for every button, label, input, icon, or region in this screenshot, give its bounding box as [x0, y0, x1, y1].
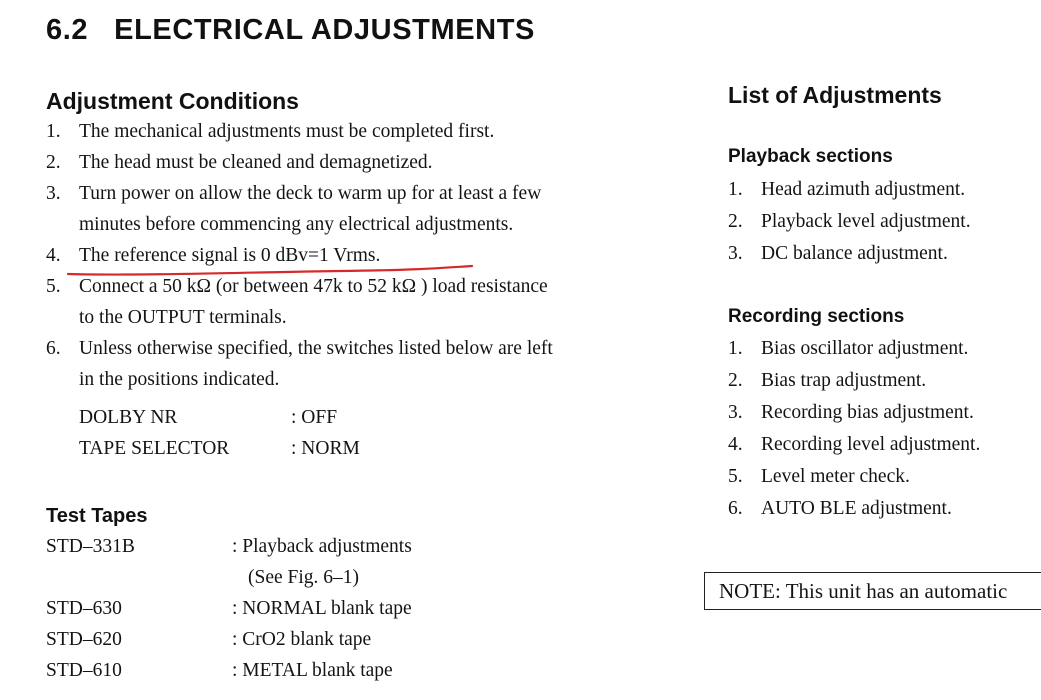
- condition-number: 1.: [46, 121, 61, 142]
- tape-name: STD–610: [46, 660, 122, 681]
- switch-row: [79, 402, 360, 433]
- condition-line: Turn power on allow the deck to warm up for at least a few: [79, 183, 542, 204]
- tape-name: STD–630: [46, 598, 122, 619]
- test-tapes-table: [46, 531, 412, 686]
- tape-description: : NORMAL blank tape: [232, 598, 412, 619]
- switch-name: DOLBY NR: [79, 407, 178, 428]
- condition-number: 4.: [46, 245, 61, 266]
- item-number: 3.: [728, 243, 743, 264]
- conditions-list: [46, 116, 553, 395]
- condition-item: [46, 333, 553, 395]
- item-text: AUTO BLE adjustment.: [761, 498, 952, 519]
- tape-name: STD–620: [46, 629, 122, 650]
- tape-description-note: (See Fig. 6–1): [248, 567, 360, 588]
- playback-item: [728, 174, 971, 206]
- condition-item: [46, 178, 553, 240]
- item-text: Bias oscillator adjustment.: [761, 338, 969, 359]
- recording-item: [728, 397, 980, 429]
- note-box: [704, 572, 1041, 610]
- playback-sections-heading: Playback sections: [728, 146, 893, 167]
- playback-item: [728, 206, 971, 238]
- recording-item: [728, 461, 980, 493]
- note-text: NOTE: This unit has an automatic: [719, 579, 1008, 603]
- item-text: Level meter check.: [761, 466, 910, 487]
- recording-item: [728, 493, 980, 525]
- test-tapes-heading: Test Tapes: [46, 505, 148, 527]
- tape-row: [46, 593, 412, 624]
- item-number: 3.: [728, 402, 743, 423]
- tape-description: : Playback adjustments: [232, 536, 412, 557]
- switch-name: TAPE SELECTOR: [79, 438, 230, 459]
- playback-item: [728, 238, 971, 270]
- item-number: 1.: [728, 338, 743, 359]
- tape-name: STD–331B: [46, 536, 135, 557]
- condition-line: in the positions indicated.: [79, 369, 280, 390]
- switch-value: : NORM: [291, 438, 360, 459]
- condition-line: The head must be cleaned and demagnetized.: [79, 152, 433, 173]
- conditions-heading: Adjustment Conditions: [46, 88, 299, 114]
- condition-item: [46, 147, 553, 178]
- section-number: 6.2: [46, 14, 89, 46]
- item-number: 6.: [728, 498, 743, 519]
- switch-table: [79, 402, 360, 464]
- recording-sections-heading: Recording sections: [728, 306, 905, 327]
- tape-description: : METAL blank tape: [232, 660, 393, 681]
- section-title: [46, 14, 535, 47]
- switch-row: [79, 433, 360, 464]
- condition-number: 5.: [46, 276, 61, 297]
- section-title-text: ELECTRICAL ADJUSTMENTS: [114, 14, 535, 46]
- condition-item: [46, 240, 553, 271]
- condition-item: [46, 271, 553, 333]
- recording-item: [728, 333, 980, 365]
- item-number: 4.: [728, 434, 743, 455]
- tape-description: : CrO2 blank tape: [232, 629, 372, 650]
- tape-row: [46, 531, 412, 593]
- condition-number: 3.: [46, 183, 61, 204]
- tape-row: [46, 624, 412, 655]
- item-number: 5.: [728, 466, 743, 487]
- recording-item: [728, 429, 980, 461]
- recording-item: [728, 365, 980, 397]
- condition-item: [46, 116, 553, 147]
- item-text: Recording bias adjustment.: [761, 402, 974, 423]
- item-text: DC balance adjustment.: [761, 243, 948, 264]
- switch-value: : OFF: [291, 407, 338, 428]
- item-number: 2.: [728, 211, 743, 232]
- item-number: 1.: [728, 179, 743, 200]
- tape-row: [46, 655, 412, 686]
- condition-line: Connect a 50 kΩ (or between 47k to 52 kΩ ) load resistance: [79, 276, 548, 297]
- condition-number: 2.: [46, 152, 61, 173]
- item-text: Bias trap adjustment.: [761, 370, 927, 391]
- condition-line: The mechanical adjustments must be completed first.: [79, 121, 495, 142]
- item-text: Head azimuth adjustment.: [761, 179, 966, 200]
- playback-list: [728, 174, 971, 270]
- recording-list: [728, 333, 980, 525]
- condition-line: The reference signal is 0 dBv=1 Vrms.: [79, 245, 381, 266]
- condition-line: minutes before commencing any electrical adjustments.: [79, 214, 514, 235]
- item-number: 2.: [728, 370, 743, 391]
- item-text: Playback level adjustment.: [761, 211, 971, 232]
- list-of-adjustments-heading: List of Adjustments: [728, 82, 942, 108]
- condition-number: 6.: [46, 338, 61, 359]
- item-text: Recording level adjustment.: [761, 434, 981, 455]
- condition-line: to the OUTPUT terminals.: [79, 307, 287, 328]
- condition-line: Unless otherwise specified, the switches listed below are left: [79, 338, 553, 359]
